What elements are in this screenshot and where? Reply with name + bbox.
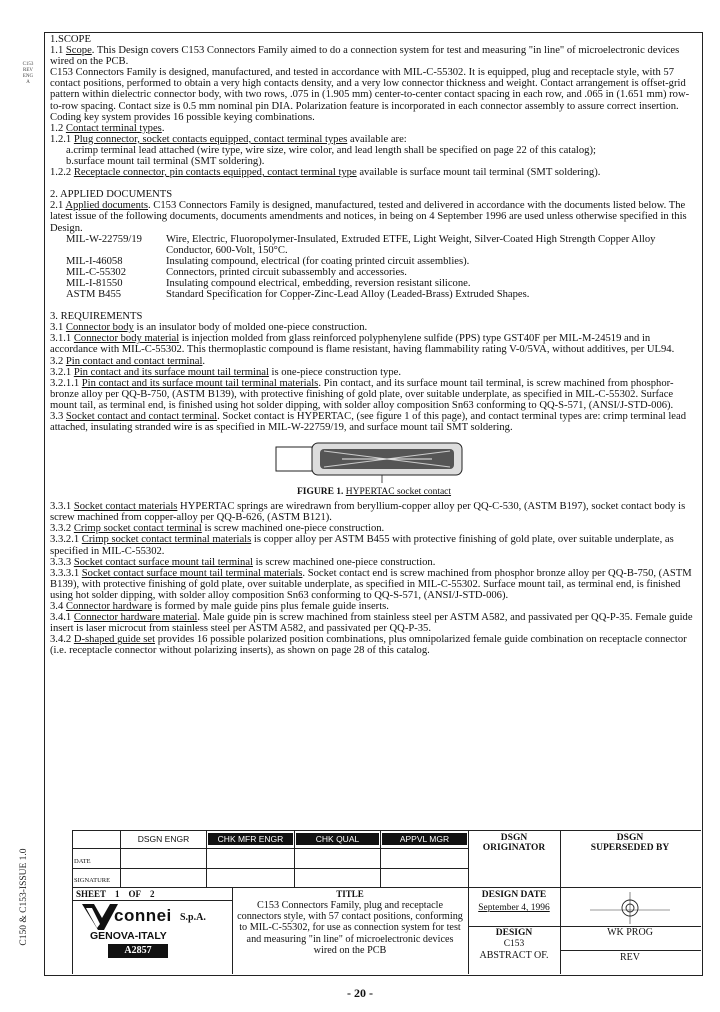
page-number: - 20 - bbox=[347, 986, 373, 1000]
side-label: C150 & C153-ISSUE 1.0 bbox=[19, 848, 29, 946]
design-date-label: DESIGN DATE bbox=[481, 890, 547, 900]
title-text: C153 Connectors Family, plug and receptacle connectors style, with 57 contact positions, conforming to MIL-C-55302, for use as connection system for test and measuring "in line" of microelectronic devices wired on the PCB bbox=[237, 900, 463, 956]
table-row: MIL-I-46058 Insulating compound, electrical (for coating printed circuit assemblies). bbox=[66, 255, 470, 267]
list-item-a: a.crimp terminal lead attached (wire type, wire size, wire color, and lead length shall be specified on page 22 of this catalog); bbox=[66, 144, 596, 156]
row-label-date: DATE bbox=[74, 858, 91, 865]
rev-label: REV bbox=[620, 952, 640, 963]
role-header: CHK MFR ENGR bbox=[208, 833, 293, 845]
title-block bbox=[72, 830, 701, 974]
table-row: MIL-C-55302 Connectors, printed circuit subassembly and accessories. bbox=[66, 266, 407, 278]
figure-caption: FIGURE 1. HYPERTAC socket contact bbox=[296, 487, 452, 498]
projection-symbol-icon bbox=[560, 888, 701, 926]
paragraph-3-4-2: 3.4.2 D-shaped guide set provides 16 possible polarized position combinations, plus omnipolarized female guide combination on receptacle connector (i.e. receptacle connector without polarizing inserts), as shown on page 28 of this catalog. bbox=[50, 634, 687, 657]
margin-mark: C153 bbox=[22, 62, 34, 67]
paragraph-3-3-2-1: 3.3.2.1 Crimp socket contact terminal materials is copper alloy per ASTM B455 with protective finishing of gold plate, over suitable underplate, as specified in MIL-C-55302. bbox=[50, 534, 674, 557]
table-row: MIL-I-81550 Insulating compound electrical, embedding, reversion resistant silicone. bbox=[66, 277, 471, 289]
margin-marks bbox=[18, 62, 38, 86]
list-item-b: b.surface mount tail terminal (SMT soldering). bbox=[66, 156, 265, 168]
hypertac-socket-contact-drawing bbox=[272, 437, 472, 483]
paragraph-3-3: 3.3 Socket contact and contact terminal. Socket contact is HYPERTAC, (see figure 1 of this page), and contact terminal types are: crimp terminal lead attached, insulating stranded wire is as specified in MIL-W-22759/19, and surface mount tail SMT soldering. bbox=[50, 411, 687, 434]
paragraph-scope-body: C153 Connectors Family is designed, manufactured, and tested in accordance with MIL-C-55302. It is equipped, plug and receptacle style, with 57 contact positions, performed to obtain a very high contacts density, and a very low connector thickness and weight. Contact arrangement is offset-grid pattern within dielectric connector body, with two rows, .075 in (1.905 mm) center-to-center contact spacing in each row, and .065 in (1.651 mm) row-to-row spacing. Contact size is 0.5 mm nominal pin DIA. Polarization feature is incorporated in each connector assembly to assure correct insertion. Coding key system provides 16 possible keying combinations. bbox=[50, 67, 690, 123]
margin-mark: A bbox=[26, 80, 30, 85]
paragraph-3-2: 3.2 Pin contact and contact terminal. bbox=[50, 355, 206, 367]
paragraph-3-2-1: 3.2.1 Pin contact and its surface mount tail terminal is one-piece construction type. bbox=[50, 366, 401, 378]
paragraph-1-2: 1.2 Contact terminal types. bbox=[50, 122, 165, 134]
sheet-info: SHEET 1 OF 2 bbox=[76, 889, 155, 899]
margin-mark: REV bbox=[23, 68, 33, 73]
paragraph-3-1: 3.1 Connector body is an insulator body of molded one-piece construction. bbox=[50, 322, 368, 334]
section-heading-applied: 2. APPLIED DOCUMENTS bbox=[50, 189, 173, 201]
paragraph-3-3-3-1: 3.3.3.1 Socket contact surface mount tail terminal materials. Socket contact end is screw machined from phosphor bronze alloy per QQ-B-750, (ASTM B139), with protective finishing of gold plate, over suitable underplate, as specified in MIL-C-55302. Surface mount tail, as terminal end, is finished using hot solder dipping, with solder alloy composition Sn63 conforming to QQ-S-571, (ANSI/J-STD-006). bbox=[50, 567, 692, 601]
dsgn-originator: DSGN ORIGINATOR bbox=[482, 833, 546, 853]
company-name: connei bbox=[114, 906, 172, 925]
row-label-signature: SIGNATURE bbox=[74, 877, 111, 884]
margin-mark: ENG bbox=[22, 74, 34, 79]
paragraph-3-4-1: 3.4.1 Connector hardware material. Male guide pin is screw machined from stainless steel per ASTM A582, and passivated per QQ-P-35. Female guide insert is laser microcut from stainless steel per ASTM A582, and passivated per QQ-P-35. bbox=[50, 612, 693, 635]
paragraph-3-3-3: 3.3.3 Socket contact surface mount tail terminal is screw machined one-piece construction. bbox=[50, 556, 436, 568]
document-code: A2857 bbox=[108, 944, 168, 958]
table-row: ASTM B455 Standard Specification for Copper-Zinc-Lead Alloy (Leaded-Brass) Extruded Shapes. bbox=[66, 289, 530, 301]
company-logo bbox=[80, 900, 220, 970]
role-header: DSGN ENGR bbox=[137, 834, 190, 844]
paragraph-3-4: 3.4 Connector hardware is formed by male guide pins plus female guide inserts. bbox=[50, 601, 389, 613]
paragraph-2-1: 2.1 Applied documents. C153 Connectors Family is designed, manufactured, tested and delivered in accordance with the documents listed below. The latest issue of the following documents, documents amendments and notices, in being on 4 September 1996 are used unless otherwise specified in this Design. bbox=[50, 200, 687, 234]
wk-prog: WK PROG bbox=[607, 927, 653, 938]
design-label: DESIGN bbox=[495, 928, 533, 938]
paragraph-3-2-1-1: 3.2.1.1 Pin contact and its surface mount tail terminal materials. Pin contact, and its surface mount tail terminal, is screw machined from phosphor-bronze alloy per QQ-B-750, (ASTM B139), with protective finishing of gold plate, over suitable underplate, as specified in MIL-C-55302. Surface mount tail, as terminal end, is finished using hot solder dipping, with solder alloy composition Sn63 conforming to QQ-S-571, (ANSI/J-STD-006). bbox=[50, 377, 674, 411]
paragraph-1-2-1: 1.2.1 Plug connector, socket contacts equipped, contact terminal types available are: bbox=[50, 133, 407, 145]
applied-documents-table bbox=[66, 234, 698, 301]
title-label: TITLE bbox=[336, 889, 364, 899]
section-heading-scope: 1.SCOPE bbox=[50, 34, 91, 45]
figure-1 bbox=[50, 433, 698, 501]
abstract-of: ABSTRACT OF. bbox=[479, 950, 549, 961]
paragraph-3-3-2: 3.3.2 Crimp socket contact terminal is screw machined one-piece construction. bbox=[50, 523, 385, 535]
paragraph-3-1-1: 3.1.1 Connector body material is injection molded from glass reinforced polyphenylene sulfide (PPS) type GST40F per MIL-M-24519 and in accordance with MIL-C-55302. This thermoplastic compound is flame resistant, having flammability rating V-0/5VA, without additives, per UL94. bbox=[50, 333, 675, 356]
company-suffix: S.p.A. bbox=[180, 912, 206, 923]
design-value: C153 bbox=[503, 939, 525, 949]
role-header: CHK QUAL bbox=[296, 833, 379, 845]
company-location: GENOVA-ITALY bbox=[90, 930, 167, 942]
section-heading-requirements: 3. REQUIREMENTS bbox=[50, 311, 143, 323]
document-body bbox=[50, 34, 698, 657]
design-date: September 4, 1996 bbox=[478, 903, 550, 913]
dsgn-superseded-by: DSGN SUPERSEDED BY bbox=[590, 833, 670, 853]
paragraph-1-1: 1.1 Scope. This Design covers C153 Connectors Family aimed to do a connection system for test and measuring "in line" of microelectronic devices wired on the PCB. bbox=[50, 45, 680, 68]
table-row: MIL-W-22759/19 Wire, Electric, Fluoropolymer-Insulated, Extruded ETFE, Light Weight, Silver-Coated High Strength Copper Alloy Conductor, 600-Volt, 150°C. bbox=[66, 233, 656, 256]
role-header: APPVL MGR bbox=[382, 833, 467, 845]
paragraph-1-2-2: 1.2.2 Receptacle connector, pin contacts equipped, contact terminal type available is surface mount tail terminal (SMT soldering). bbox=[50, 167, 601, 179]
paragraph-3-3-1: 3.3.1 Socket contact materials HYPERTAC springs are wiredrawn from beryllium-copper alloy per QQ-C-530, (ASTM B197), socket contact body is screw machined from copper-alloy per QQ-B-626, (ASTM B121). bbox=[50, 501, 686, 524]
